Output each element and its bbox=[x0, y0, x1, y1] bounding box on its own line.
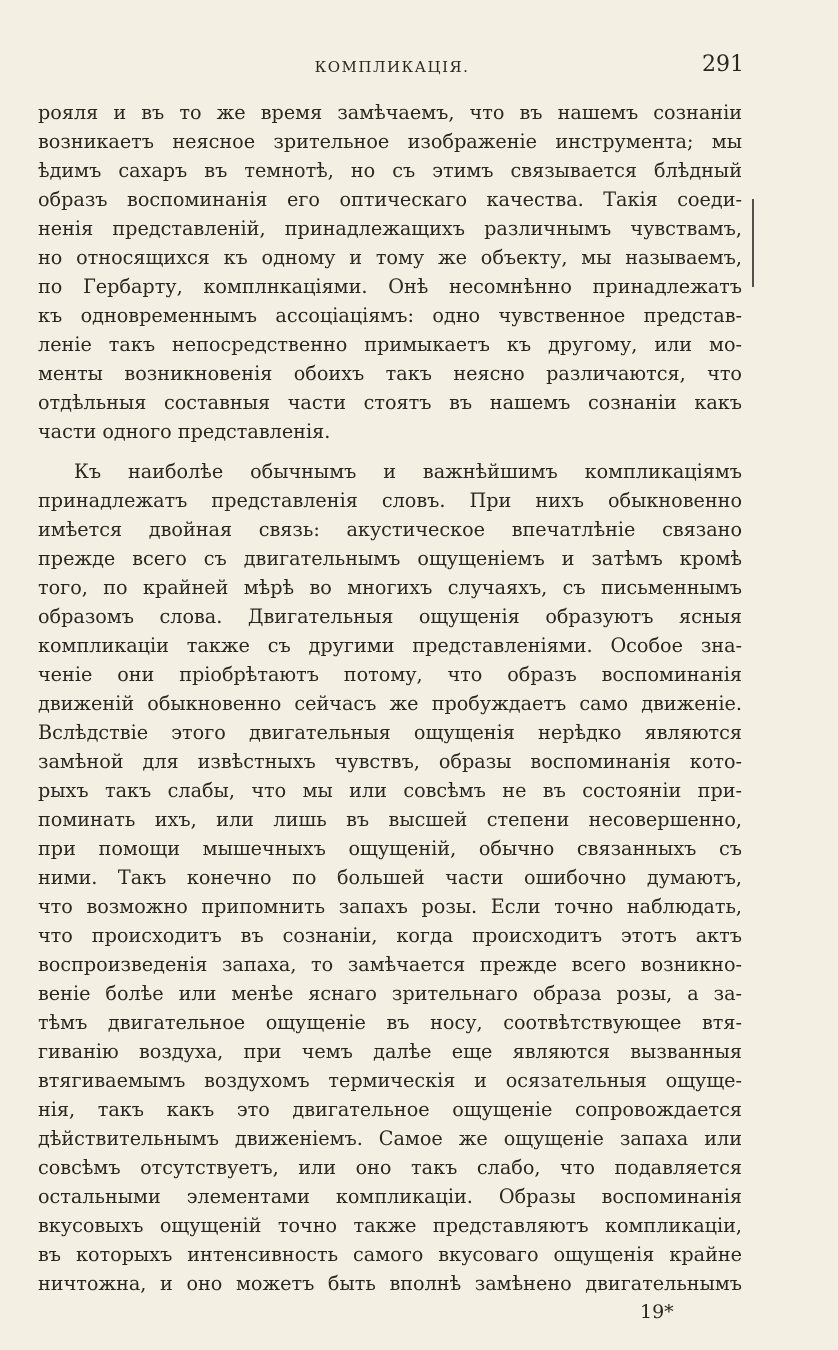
page-number: 291 bbox=[702, 52, 744, 77]
text-line: къ одновременнымъ ассоціаціямъ: одно чувственное представ- bbox=[38, 304, 742, 327]
text-line: но относящихся къ одному и тому же объекту, мы называемъ, bbox=[38, 246, 742, 269]
body-text bbox=[38, 98, 742, 1298]
text-line: вкусовыхъ ощущеній точно также представляютъ компликаціи, bbox=[38, 1214, 742, 1237]
text-line: втягиваемымъ воздухомъ термическія и осязательныя ощуще- bbox=[38, 1069, 742, 1092]
text-line: гиванію воздуха, при чемъ далѣе еще являются вызванныя bbox=[38, 1040, 742, 1063]
text-line: образомъ слова. Двигательныя ощущенія образуютъ ясныя bbox=[38, 605, 742, 628]
text-line: ними. Такъ конечно по большей части ошибочно думаютъ, bbox=[38, 866, 742, 889]
text-line: совсѣмъ отсутствуетъ, или оно такъ слабо, что подавляется bbox=[38, 1156, 742, 1179]
text-line: Къ наиболѣе обычнымъ и важнѣйшимъ компликаціямъ bbox=[74, 460, 742, 483]
running-title: КОМПЛИКАЦІЯ. bbox=[314, 58, 470, 76]
text-line: компликаціи также съ другими представленіями. Особое зна- bbox=[38, 634, 742, 657]
text-line: движеній обыкновенно сейчасъ же пробуждаетъ само движеніе. bbox=[38, 692, 742, 715]
margin-line-mark bbox=[752, 199, 754, 287]
text-line: веніе болѣе или менѣе яснаго зрительнаго образа розы, а за- bbox=[38, 982, 742, 1005]
text-line: отдѣльныя составныя части стоятъ въ нашемъ сознаніи какъ bbox=[38, 391, 742, 414]
text-line: остальными элементами компликаціи. Образы воспоминанія bbox=[38, 1185, 742, 1208]
text-line: рояля и въ то же время замѣчаемъ, что въ нашемъ сознаніи bbox=[38, 101, 742, 124]
text-line: дѣйствительнымъ движеніемъ. Самое же ощущеніе запаха или bbox=[38, 1127, 742, 1150]
text-line: ненія представленій, принадлежащихъ различнымъ чувствамъ, bbox=[38, 217, 742, 240]
text-line: возникаетъ неясное зрительное изображеніе инструмента; мы bbox=[38, 130, 742, 153]
text-line: ченіе они пріобрѣтаютъ потому, что образъ воспоминанія bbox=[38, 663, 742, 686]
text-line: по Гербарту, комплнкаціями. Онѣ несомнѣнно принадлежатъ bbox=[38, 275, 742, 298]
text-line: принадлежатъ представленія словъ. При нихъ обыкновенно bbox=[38, 489, 742, 512]
text-line: что происходитъ въ сознаніи, когда происходитъ этотъ актъ bbox=[38, 924, 742, 947]
text-line: части одного представленія. bbox=[38, 420, 331, 443]
text-line: тѣмъ двигательное ощущеніе въ носу, соотвѣтствующее втя- bbox=[38, 1011, 742, 1034]
text-line: прежде всего съ двигательнымъ ощущеніемъ и затѣмъ кромѣ bbox=[38, 547, 742, 570]
running-header bbox=[42, 52, 742, 82]
text-line: рыхъ такъ слабы, что мы или совсѣмъ не въ состояніи при- bbox=[38, 779, 742, 802]
text-line: Вслѣдствіе этого двигательныя ощущенія нерѣдко являются bbox=[38, 721, 742, 744]
text-line: ѣдимъ сахаръ въ темнотѣ, но съ этимъ связывается блѣдный bbox=[38, 159, 742, 182]
text-line: леніе такъ непосредственно примыкаетъ къ другому, или мо- bbox=[38, 333, 742, 356]
text-line: воспроизведенія запаха, то замѣчается прежде всего возникно- bbox=[38, 953, 742, 976]
text-line: образъ воспоминанія его оптическаго качества. Такія соеди- bbox=[38, 188, 742, 211]
paragraph-2 bbox=[38, 457, 742, 1298]
text-line: менты возникновенія обоихъ такъ неясно различаются, что bbox=[38, 362, 742, 385]
text-line: замѣной для извѣстныхъ чувствъ, образы воспоминанія кото- bbox=[38, 750, 742, 773]
paragraph-1 bbox=[38, 98, 742, 446]
text-line: въ которыхъ интенсивность самого вкусоваго ощущенія крайне bbox=[38, 1243, 742, 1266]
text-line: поминать ихъ, или лишь въ высшей степени несовершенно, bbox=[38, 808, 742, 831]
paragraph-gap bbox=[38, 446, 742, 457]
text-line: что возможно припомнить запахъ розы. Если точно наблюдать, bbox=[38, 895, 742, 918]
text-line: того, по крайней мѣрѣ во многихъ случаяхъ, съ письменнымъ bbox=[38, 576, 742, 599]
text-line: ничтожна, и оно можетъ быть вполнѣ замѣнено двигательнымъ bbox=[38, 1272, 742, 1295]
signature-mark: 19* bbox=[640, 1301, 674, 1323]
text-line: нія, такъ какъ это двигательное ощущеніе сопровождается bbox=[38, 1098, 742, 1121]
text-line: имѣется двойная связь: акустическое впечатлѣніе связано bbox=[38, 518, 742, 541]
text-line: при помощи мышечныхъ ощущеній, обычно связанныхъ съ bbox=[38, 837, 742, 860]
